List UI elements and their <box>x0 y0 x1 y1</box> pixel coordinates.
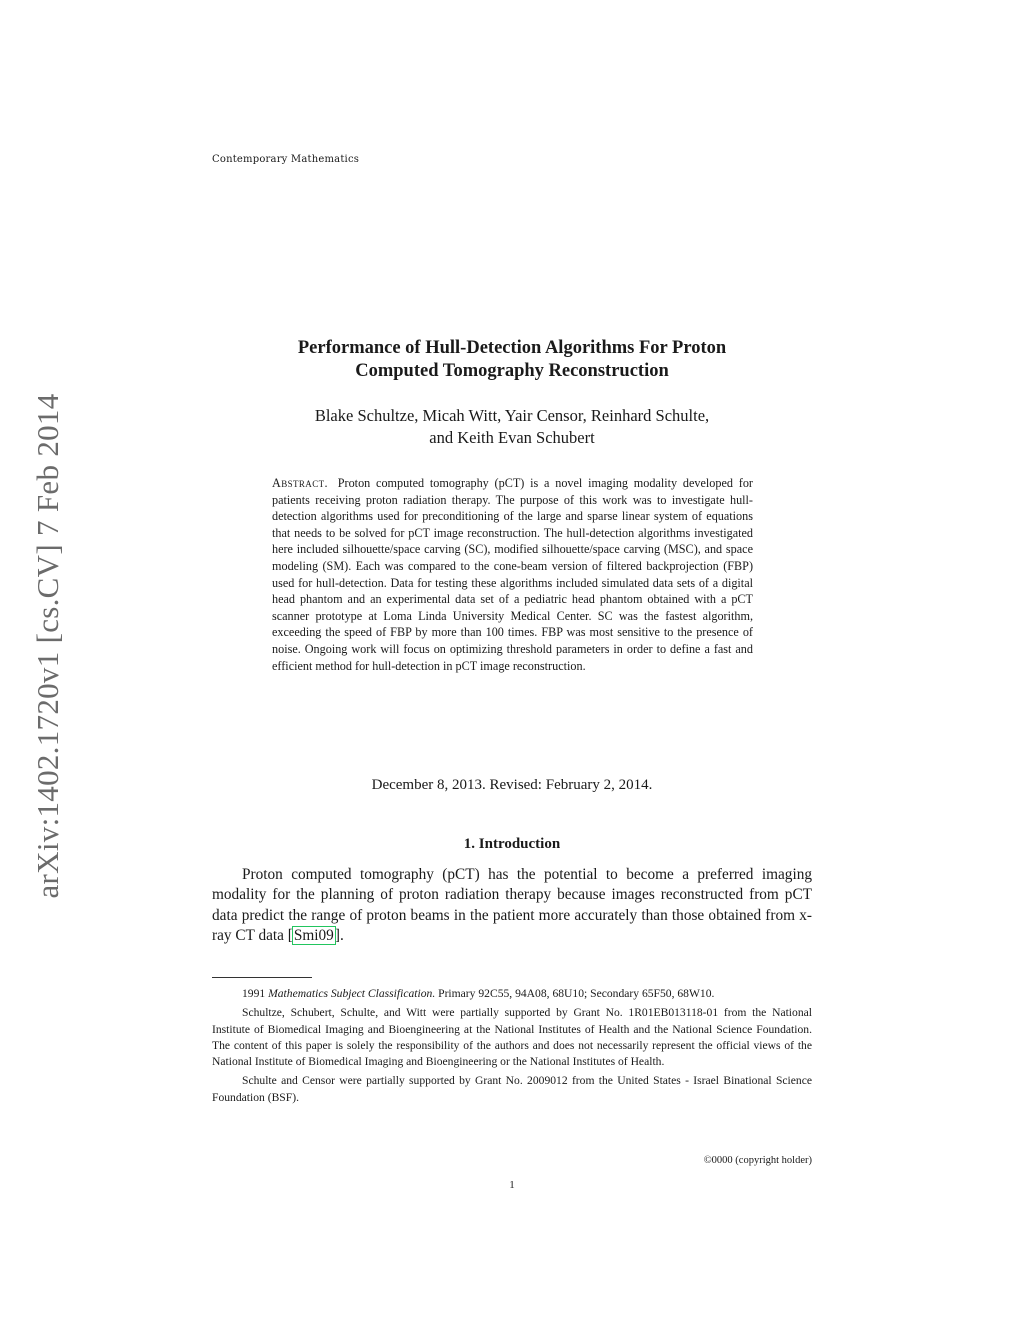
footnote-funding-bsf: Schulte and Censor were partially supported by Grant No. 2009012 from the United States - Israel Binational Science Foundation (BSF). <box>212 1074 812 1104</box>
abstract <box>272 475 753 674</box>
classification-year: 1991 <box>242 987 269 1000</box>
footnote-funding-nih: Schultze, Schubert, Schulte, and Witt were partially supported by Grant No. 1R01EB013118-01 from the National Institute of Biomedical Imaging and Bioengineering at the National Institutes of Health and the National Science Foundation. The content of this paper is solely the responsibility of the authors and does not necessarily represent the official views of the National Institute of Biomedical Imaging and Bioengineering or the National Institutes of Health. <box>212 1006 812 1069</box>
copyright-notice: ©0000 (copyright holder) <box>703 1155 812 1166</box>
journal-header: Contemporary Mathematics <box>212 154 360 165</box>
intro-text-end: . <box>339 927 344 945</box>
footnote-classification <box>212 986 812 1002</box>
title-line-1: Performance of Hull-Detection Algorithms For Proton <box>297 338 727 358</box>
classification-codes: Primary 92C55, 94A08, 68U10; Secondary 65F50, 68W10. <box>435 987 715 1000</box>
intro-text: Proton computed tomography (pCT) has the potential to become a preferred imaging modality for the planning of proton radiation therapy because images reconstructed from pCT data predict the range of proton beams in the patient more accurately than those obtained from x-ray CT data <box>212 866 812 945</box>
classification-label: Mathematics Subject Classification. <box>268 987 436 1000</box>
footnotes <box>212 986 812 1106</box>
arxiv-stamp-text: arXiv:1402.1720v1 [cs.CV] 7 Feb 2014 <box>30 393 65 899</box>
abstract-text: Proton computed tomography (pCT) is a novel imaging modality developed for patients receiving proton radiation therapy. The purpose of this work was to investigate hull-detection algorithms used for preconditioning of the large and sparse linear system of equations that needs to be solved for pCT image reconstruction. The hull-detection algorithms investigated here included silhouette/space carving (SC), modified silhouette/space carving (MSC), and space modeling (SM). Each was compared to the cone-beam version of filtered backprojection (FBP) used for hull-detection. Data for testing these algorithms included simulated data sets of a digital head phantom and an experimental data set of a pediatric head phantom obtained with a pCT scanner prototype at Loma Linda University Medical Center. SC was the fastest algorithm, exceeding the speed of FBP by more than 100 times. FBP was most sensitive to the presence of noise. Ongoing work will focus on optimizing threshold parameters in order to define a fast and efficient method for hull-detection in pCT image reconstruction. <box>272 476 753 673</box>
author-list <box>212 405 812 449</box>
abstract-label: Abstract. <box>272 476 328 490</box>
introduction-paragraph: Proton computed tomography (pCT) has the potential to become a preferred imaging modality for the planning of proton radiation therapy because images reconstructed from pCT data predict the range of proton beams in the patient more accurately than those obtained from x-ray CT data [Smi09]. <box>212 866 812 945</box>
paper-title <box>212 337 812 383</box>
authors-line-2: and Keith Evan Schubert <box>429 428 595 447</box>
citation-link[interactable]: Smi09 <box>293 927 334 945</box>
section-heading-introduction: 1. Introduction <box>463 836 561 852</box>
authors-line-1: Blake Schultze, Micah Witt, Yair Censor, Reinhard Schulte, <box>314 406 710 425</box>
footnote-rule <box>212 977 312 978</box>
title-line-2: Computed Tomography Reconstruction <box>355 361 669 381</box>
page-number: 1 <box>509 1179 515 1191</box>
revision-date: December 8, 2013. Revised: February 2, 2014. <box>371 777 653 793</box>
